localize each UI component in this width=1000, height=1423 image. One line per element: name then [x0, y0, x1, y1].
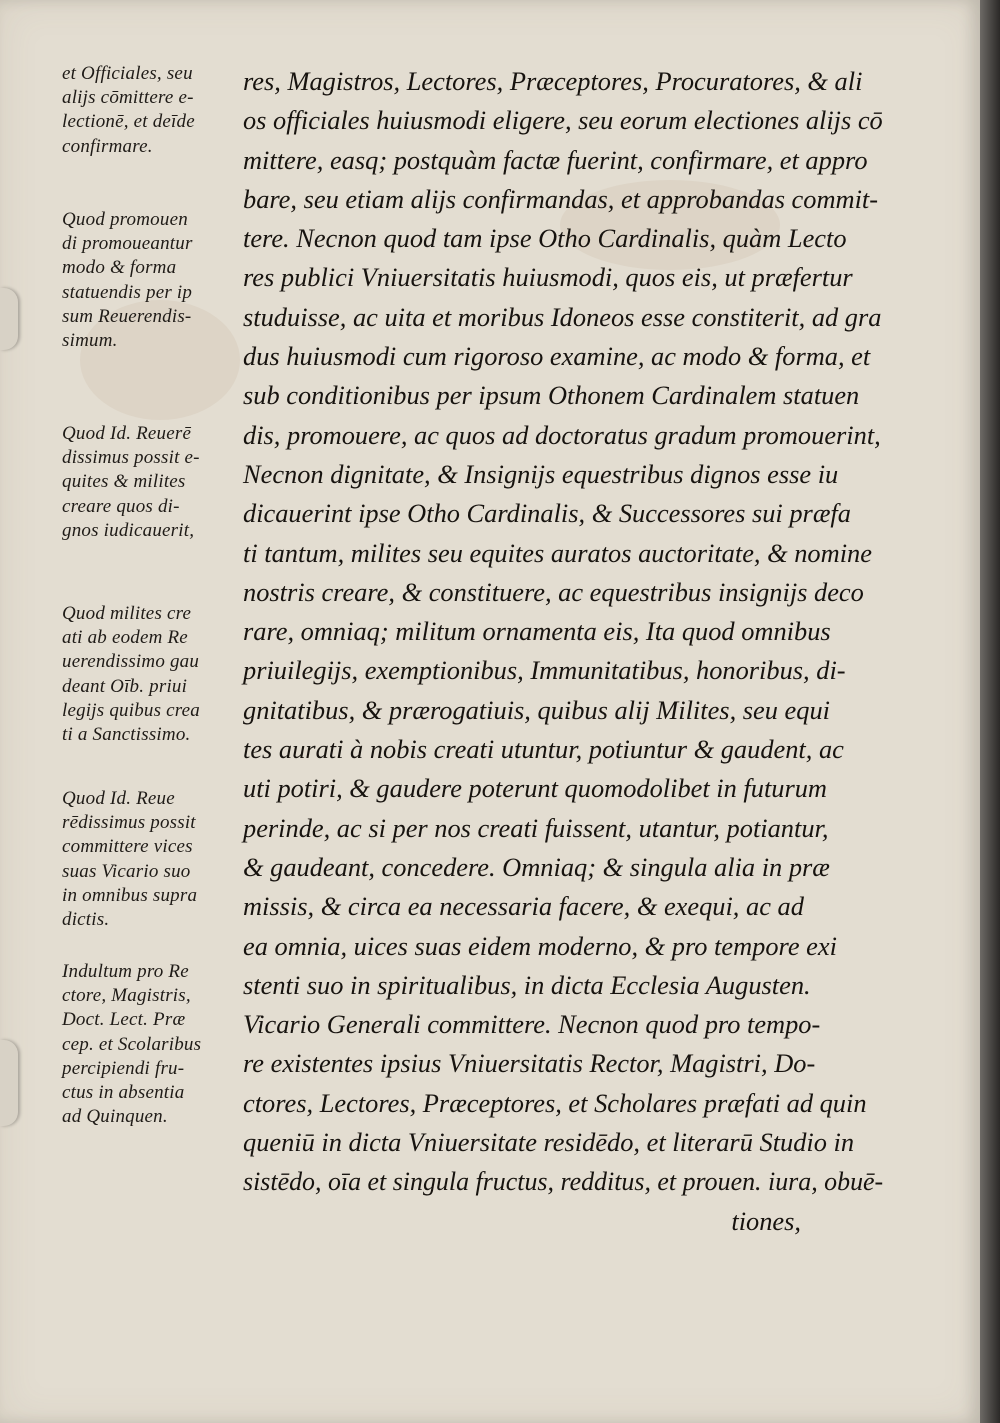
margin-note-line: suas Vicario suo — [62, 860, 191, 882]
margin-note-line: Indultum pro Re — [62, 961, 189, 982]
text-line: sistēdo, oīa et singula fructus, redditus, et prouen. iura, obuē- — [243, 1166, 884, 1197]
page-tab-lower — [0, 1040, 18, 1126]
text-line: Vicario Generali committere. Necnon quod pro tempo- — [243, 1009, 821, 1040]
text-line: gnitatibus, & prærogatiuis, quibus alij Milites, seu equi — [243, 694, 830, 725]
text-line: priuilegijs, exemptionibus, Immunitatibus, honoribus, di- — [243, 655, 846, 686]
text-line: dis, promouere, ac quos ad doctoratus gradum promouerint, — [243, 419, 881, 450]
margin-note-line: statuendis per ip — [62, 281, 193, 303]
margin-note-line: ctore, Magistris, — [62, 985, 191, 1007]
page-tab-upper — [0, 288, 18, 350]
text-line: bare, seu etiam alijs confirmandas, et approbandas commit- — [243, 183, 879, 214]
margin-note-line: Doct. Lect. Præ — [62, 1009, 186, 1031]
margin-note-line: Quod Id. Reuerē — [62, 423, 192, 444]
margin-note-line: dictis. — [62, 908, 110, 930]
margin-note-line: dissimus possit e- — [62, 447, 200, 469]
margin-note-line: percipiendi fru- — [62, 1057, 185, 1079]
margin-note-line: confirmare. — [62, 135, 153, 157]
text-line: Necnon dignitate, & Insignijs equestribus dignos esse iu — [243, 458, 839, 489]
text-line: mittere, easq; postquàm factæ fuerint, confirmare, et appro — [243, 144, 868, 175]
text-line: dicauerint ipse Otho Cardinalis, & Successores sui præfa — [243, 498, 851, 529]
text-line: nostris creare, & constituere, ac equestribus insignijs deco — [243, 576, 864, 607]
text-line: perinde, ac si per nos creati fuissent, utantur, potiantur, — [243, 812, 829, 843]
text-line: & gaudeant, concedere. Omniaq; & singula alia in præ — [243, 851, 830, 882]
margin-note — [62, 787, 197, 932]
text-line: tere. Necnon quod tam ipse Otho Cardinalis, quàm Lecto — [243, 223, 847, 254]
margin-note-line: deant Oīb. priui — [62, 675, 188, 697]
margin-note-line: simum. — [62, 329, 118, 351]
margin-note — [62, 422, 200, 543]
margin-note — [62, 208, 193, 353]
text-line: tes aurati à nobis creati utuntur, potiuntur & gaudent, ac — [243, 734, 844, 765]
text-line: sub conditionibus per ipsum Othonem Cardinalem statuen — [243, 380, 860, 411]
margin-note-line: in omnibus supra — [62, 884, 198, 906]
text-line: res, Magistros, Lectores, Præceptores, Procuratores, & ali — [243, 66, 863, 96]
margin-note-line: legijs quibus crea — [62, 699, 200, 721]
main-text-column — [243, 62, 883, 1241]
text-line: ctores, Lectores, Præceptores, et Scholares præfati ad quin — [243, 1087, 867, 1118]
text-line: re existentes ipsius Vniuersitatis Rector, Magistri, Do- — [243, 1048, 816, 1079]
margin-note-line: et Officiales, seu — [62, 63, 193, 84]
margin-note-line: creare quos di- — [62, 495, 180, 517]
text-line: res publici Vniuersitatis huiusmodi, quos eis, ut præfertur — [243, 262, 853, 293]
text-line: dus huiusmodi cum rigoroso examine, ac modo & forma, et — [243, 341, 871, 372]
margin-note-line: cep. et Scolaribus — [62, 1033, 202, 1055]
text-line: ea omnia, uices suas eidem moderno, & pro tempore exi — [243, 930, 837, 961]
margin-note-line: Quod milites cre — [62, 603, 192, 624]
text-line: ti tantum, milites seu equites auratos auctoritate, & nomine — [243, 537, 872, 568]
text-line: uti potiri, & gaudere poterunt quomodolibet in futurum — [243, 773, 827, 804]
margin-note-line: lectionē, et deīde — [62, 111, 195, 133]
text-line: missis, & circa ea necessaria facere, & exequi, ac ad — [243, 891, 804, 922]
margin-note-line: ti a Sanctissimo. — [62, 723, 191, 745]
margin-note-line: alijs cōmittere e- — [62, 87, 194, 109]
text-line: queniū in dicta Vniuersitate residēdo, et literarū Studio in — [243, 1127, 855, 1158]
margin-note-line: committere vices — [62, 836, 193, 858]
margin-note-line: ati ab eodem Re — [62, 627, 188, 649]
margin-note-line: ad Quinquen. — [62, 1106, 168, 1128]
text-line: rare, omniaq; militum ornamenta eis, Ita quod omnibus — [243, 616, 831, 647]
margin-note-line: quites & milites — [62, 471, 186, 493]
margin-note — [62, 602, 200, 747]
margin-note-line: ctus in absentia — [62, 1081, 185, 1103]
text-line: stenti suo in spiritualibus, in dicta Ecclesia Augusten. — [243, 969, 811, 1000]
catchword: tiones, — [731, 1205, 801, 1236]
margin-note-line: Quod Id. Reue — [62, 788, 175, 809]
margin-note-line: di promoueantur — [62, 233, 193, 255]
margin-note-line: modo & forma — [62, 257, 177, 279]
margin-note — [62, 960, 201, 1129]
text-line: studuisse, ac uita et moribus Idoneos esse constiterit, ad gra — [243, 301, 882, 332]
page-edge — [980, 0, 1000, 1423]
margin-note-line: sum Reuerendis- — [62, 305, 192, 327]
margin-note-line: Quod promouen — [62, 209, 188, 230]
margin-note-line: rēdissimus possit — [62, 812, 196, 834]
margin-note-line: gnos iudicauerit, — [62, 519, 195, 541]
margin-note-line: uerendissimo gau — [62, 651, 200, 673]
text-line: os officiales huiusmodi eligere, seu eorum electiones alijs cō — [243, 105, 883, 136]
margin-note — [62, 62, 195, 159]
